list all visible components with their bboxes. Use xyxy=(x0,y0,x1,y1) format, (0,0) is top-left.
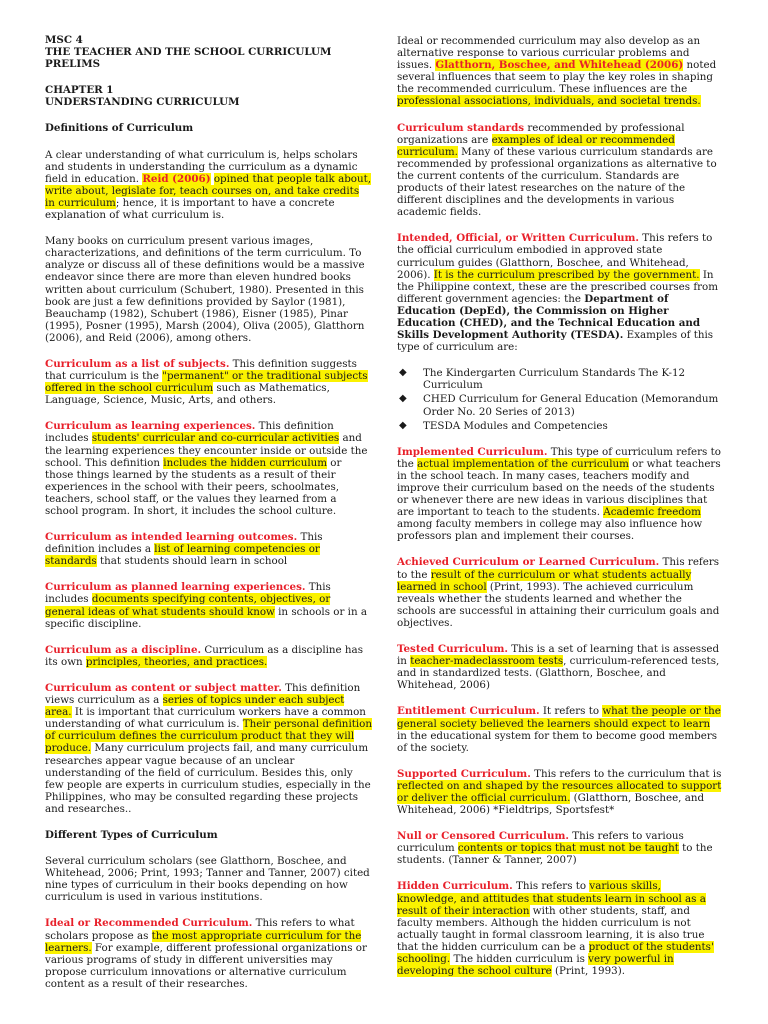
term-label: Curriculum as a discipline. xyxy=(45,643,202,656)
text-run: This includes xyxy=(45,581,331,606)
highlighted-text: series of topics under each subject area. xyxy=(45,694,345,719)
text-run: Many curriculum projects fail, and many curriculum researches appear vague because of an unclear understanding of the field of curriculum. Besides this, only few people are experts in curriculum studies, especially in the Philippines, who may be consulted regarding these projects and researches.. xyxy=(45,742,371,815)
right-body-bottom xyxy=(397,446,722,977)
paragraph xyxy=(397,880,722,977)
text-run: Curriculum as a discipline has its own xyxy=(45,643,363,668)
text-run: This type of curriculum refers to the xyxy=(397,445,721,470)
text-run: ; hence, it is important to have a concrete explanation of what curriculum is. xyxy=(45,196,335,222)
term-label: Achieved Curriculum or Learned Curriculum. xyxy=(397,556,660,569)
text-run: , curriculum-referenced tests, and in standardized tests. (Glatthorn, Boschee, and Whitehead, 2006) xyxy=(397,655,720,692)
paragraph xyxy=(397,768,722,816)
paragraph xyxy=(45,235,372,344)
highlighted-text: teacher-madeclassroom tests xyxy=(410,655,564,668)
term-label: Entitlement Curriculum. xyxy=(397,705,540,718)
text-run: Many books on curriculum present various images, characterizations, and definitions of the term curriculum. To analyze or discuss all of these definitions would be a massive endeavor since there are more than eleven hundred books written about curriculum (Schubert, 1980). Presented in this book are just a few definitions provided by Saylor (1981), Beauchamp (1982), Schubert (1986), Eisner (1985), Pinar (1995), Posner (1995), Marsh (2004), Oliva (2005), Glatthorn (2006), and Reid (2006), among others. xyxy=(45,235,365,344)
highlighted-text: "permanent" or the traditional subjects offered in the school curriculum xyxy=(45,370,368,395)
text-run: It refers to xyxy=(539,705,603,718)
paragraph xyxy=(45,581,372,629)
types-body xyxy=(45,855,372,990)
term-label: Hidden Curriculum. xyxy=(397,880,513,893)
highlighted-text: It is the curriculum prescribed by the government. xyxy=(433,268,700,281)
paragraph xyxy=(45,855,372,903)
text-run: This refers to what scholars propose as xyxy=(45,917,355,942)
term-label: Intended, Official, or Written Curriculum. xyxy=(397,232,640,245)
chapter-title: UNDERSTANDING CURRICULUM xyxy=(45,96,240,109)
highlighted-text: result of the curriculum or what students actually learned in school xyxy=(397,568,692,593)
list-item xyxy=(397,367,722,391)
text-run: or those things learned by the students as a result of their experiences in the school with their peers, schoolmates, teachers, school staff, or the values they learned from a school program. In short, it includes the school culture. xyxy=(45,456,342,517)
text-run: It is important that curriculum workers have a common understanding of what curriculum is. xyxy=(45,706,366,731)
list-item-text: CHED Curriculum for General Education (Memorandum Order No. 20 Series of 2013) xyxy=(423,393,719,418)
highlighted-text: opined that people talk about, write about, legislate for, teach courses on, and take credits in curriculum xyxy=(45,172,372,209)
paragraph xyxy=(397,830,722,866)
right-column xyxy=(397,35,722,991)
highlighted-text: contents or topics that must not be taught xyxy=(457,842,679,855)
paragraph xyxy=(397,446,722,543)
term-label: Curriculum as learning experiences. xyxy=(45,420,256,433)
paragraph xyxy=(397,122,722,219)
diamond-bullet-icon: ◆ xyxy=(399,419,407,431)
text-run: In the Philippine context, these are the prescribed courses from different government agencies: the xyxy=(397,268,719,305)
term-label: Curriculum as intended learning outcomes. xyxy=(45,531,298,544)
highlighted-text: very powerful in developing the school culture xyxy=(397,953,674,978)
paragraph xyxy=(397,705,722,753)
text-run: (Glatthorn, Boschee, and Whitehead, 2006) *Fieldtrips, Sportsfest* xyxy=(397,791,705,817)
chapter-number: CHAPTER 1 xyxy=(45,84,114,97)
list-item xyxy=(397,420,722,432)
text-run: This definition includes a xyxy=(45,531,323,556)
text-run: A clear understanding of what curriculum is, helps scholars and students in understanding the curriculum as a dynamic field in education. xyxy=(45,148,358,185)
term-label: Curriculum as content or subject matter. xyxy=(45,681,282,694)
highlighted-text: list of learning competencies or standards xyxy=(45,543,320,568)
text-run: that students should learn in school xyxy=(96,555,288,568)
highlighted-text: Academic freedom xyxy=(603,506,701,519)
paragraph xyxy=(45,531,372,567)
course-code: MSC 4 xyxy=(45,34,83,46)
highlighted-text: what the people or the general society believed the learners should expect to learn xyxy=(397,705,721,730)
definitions-body xyxy=(45,149,372,815)
text-run: to the students. (Tanner & Tanner, 2007) xyxy=(397,842,713,867)
term-label: Curriculum standards xyxy=(397,121,525,134)
text-run: recommended by professional organizations are xyxy=(397,121,685,146)
text-run: such as Mathematics, Language, Science, Music, Arts, and others. xyxy=(45,382,330,407)
paragraph xyxy=(397,643,722,691)
text-run: This refers to various curriculum xyxy=(397,830,684,855)
paragraph xyxy=(397,232,722,353)
term-label: PRELIMS xyxy=(45,58,101,71)
list-item xyxy=(397,393,722,417)
text-run: Many of these various curriculum standards are recommended by professional organizations as alternative to the current contents of the curriculum. Standards are products of their latest researches on the nature of the different disciplines and the developments in various academic fields. xyxy=(397,145,717,219)
text-run: Ideal or recommended curriculum may also develop as an alternative response to various curricular problems and issues. xyxy=(397,35,701,72)
text-run: The hidden curriculum is xyxy=(450,953,589,965)
text-run: This refers to the xyxy=(397,556,720,581)
term-label: Glatthorn, Boschee, and Whitehead (2006) xyxy=(435,59,684,72)
term-label: Reid (2006) xyxy=(142,172,211,185)
text-run: with other students, staff, and faculty members. Although the hidden curriculum is not actually taught in formal classroom learning, it is also true that the hidden curriculum can be a xyxy=(397,904,705,953)
section-heading-definitions: Definitions of Curriculum xyxy=(45,122,194,135)
text-run: in the educational system for them to become good members of the society. xyxy=(397,729,718,754)
document-title: THE TEACHER AND THE SCHOOL CURRICULUM xyxy=(45,46,332,59)
text-run: (Print, 1993). The achieved curriculum reveals whether the students learned and whether the schools are successful in attaining their curriculum goals and objectives. xyxy=(397,580,720,629)
term-label: Curriculum as a list of subjects. xyxy=(45,357,230,370)
highlighted-text: product of the students' schooling. xyxy=(397,940,714,965)
right-body-top xyxy=(397,35,722,353)
highlighted-text: professional associations, individuals, and societal trends. xyxy=(397,95,701,108)
text-run: and the learning experiences they encounter inside or outside the school. This definition xyxy=(45,432,368,469)
list-item-text: The Kindergarten Curriculum Standards The K-12 Curriculum xyxy=(423,367,686,392)
left-column xyxy=(45,34,372,1004)
text-run: noted several influences that seem to play the key roles in shaping the recommended curriculum. These influences are the xyxy=(397,59,717,96)
highlighted-text: students' curricular and co-curricular activities xyxy=(91,432,340,445)
curriculum-examples-list xyxy=(397,367,722,431)
text-run: This refers to the official curriculum embodied in approved state curriculum guides (Glatthorn, Boschee, and Whitehead, 2006). xyxy=(397,232,713,281)
text-run: This definition includes xyxy=(45,420,334,445)
text-run: This definition views curriculum as a xyxy=(45,681,361,707)
highlighted-text: actual implementation of the curriculum xyxy=(417,457,629,470)
text-run: Examples of this type of curriculum are: xyxy=(397,329,714,354)
text-run: in schools or in a specific discipline. xyxy=(45,605,367,630)
term-label: Curriculum as planned learning experiences. xyxy=(45,581,306,594)
highlighted-text: the most appropriate curriculum for the learners. xyxy=(45,929,362,954)
text-run: Several curriculum scholars (see Glatthorn, Boschee, and Whitehead, 2006; Print, 1993; Tanner and Tanner, 2007) cited nine types of curriculum in their books depending on how curriculum is used in various institutions. xyxy=(45,855,370,904)
highlighted-text: reflected on and shaped by the resources allocated to support or deliver the official curriculum. xyxy=(397,779,722,804)
term-label: Tested Curriculum. xyxy=(397,643,508,656)
diamond-bullet-icon: ◆ xyxy=(399,393,407,405)
paragraph xyxy=(45,358,372,406)
paragraph xyxy=(397,35,722,108)
text-run: or what teachers in the school teach. In many cases, teachers modify and improve their curriculum based on the needs of the students or whenever there are new ideas in various disciplines that are important to teach to the students. xyxy=(397,457,721,519)
term-label: Supported Curriculum. xyxy=(397,767,531,780)
paragraph xyxy=(45,149,372,222)
paragraph xyxy=(45,917,372,990)
text-run: For example, different professional organizations or various programs of study in different universities may propose curriculum innovations or alternative curriculum content as a result of their researches. xyxy=(45,941,367,990)
highlighted-text: Their personal definition of curriculum defines the curriculum product that they will produce. xyxy=(45,718,372,755)
highlighted-text: various skills, knowledge, and attitudes that students learn in school as a result of their interaction xyxy=(397,880,706,917)
diamond-bullet-icon: ◆ xyxy=(399,367,407,379)
section-heading-types: Different Types of Curriculum xyxy=(45,828,218,841)
text-run: This definition suggests that curriculum is the xyxy=(45,357,357,383)
paragraph xyxy=(45,682,372,815)
text-run: This refers to xyxy=(512,880,590,893)
text-run: Department of Education (DepEd), the Commission on Higher Education (CHED), and the Technical Education and Skills Development Authority (TESDA). xyxy=(397,292,701,342)
highlighted-text: principles, theories, and practices. xyxy=(85,655,268,668)
text-run: (Print, 1993). xyxy=(551,965,625,978)
paragraph xyxy=(397,556,722,629)
term-label: Null or Censored Curriculum. xyxy=(397,830,569,843)
paragraph xyxy=(45,644,372,668)
text-run: among faculty members in college may also influence how professors plan and implement their courses. xyxy=(397,518,703,543)
term-label: Ideal or Recommended Curriculum. xyxy=(45,917,253,930)
text-run: This refers to the curriculum that is xyxy=(530,767,722,780)
highlighted-text: examples of ideal or recommended curriculum. xyxy=(397,133,675,158)
highlighted-text: includes the hidden curriculum xyxy=(163,456,328,469)
paragraph xyxy=(45,420,372,517)
list-item-text: TESDA Modules and Competencies xyxy=(423,419,608,432)
text-run: This is a set of learning that is assessed in xyxy=(397,643,720,668)
highlighted-text: documents specifying contents, objectives, or general ideas of what students should know xyxy=(45,593,331,618)
term-label: Implemented Curriculum. xyxy=(397,445,548,458)
